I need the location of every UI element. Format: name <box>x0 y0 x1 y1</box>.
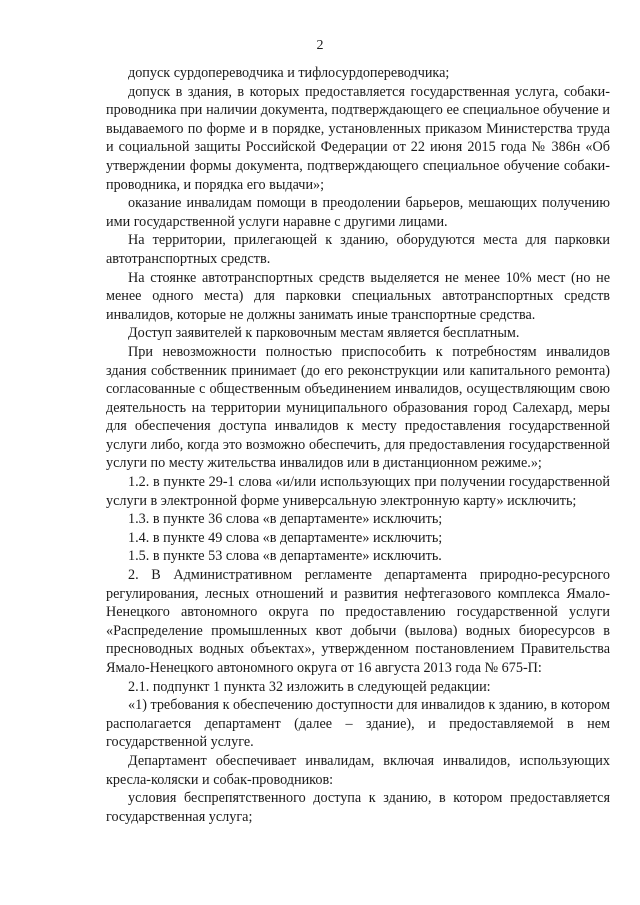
paragraph: Доступ заявителей к парковочным местам является бесплатным. <box>128 325 520 342</box>
paragraph: допуск в здания, в которых предоставляется государственная услуга, собаки-проводника при наличии документа, подтверждающего ее специальное обучение и выдаваемого по форме и в порядке, установленных приказом Министерства труда и социальной защиты Российской Федерации от 22 июня 2015 года № 386н «Об утверждении формы документа, подтверждающего специальное обучение собаки-проводника, и порядка его выдачи»; <box>106 83 610 193</box>
paragraph: 1.3. в пункте 36 слова «в департаменте» исключить; <box>128 511 443 528</box>
paragraph: «1) требования к обеспечению доступности для инвалидов к зданию, в котором располагается департамент (далее – здание), и предоставляемой в нем государственной услуге. <box>106 697 610 751</box>
paragraph: На стоянке автотранспортных средств выделяется не менее 10% мест (но не менее одного места) для парковки специальных автотранспортных средств инвалидов, которые не должны занимать иные транспортные средства. <box>106 269 610 323</box>
paragraph: Департамент обеспечивает инвалидам, включая инвалидов, использующих кресла-коляски и собак-проводников: <box>106 752 610 788</box>
paragraph: условия беспрепятственного доступа к зданию, в котором предоставляется государственная услуга; <box>106 790 610 825</box>
paragraph: допуск сурдопереводчика и тифлосурдопереводчика; <box>128 65 450 81</box>
page-number: 2 <box>316 38 324 53</box>
paragraph: 1.2. в пункте 29-1 слова «и/или использующих при получении государственной услуги в электронной форме универсальную электронную карту» исключить; <box>106 474 610 509</box>
paragraph: 2. В Административном регламенте департамента природно-ресурсного регулирования, лесных отношений и развития нефтегазового комплекса Ямало-Ненецкого автономного округа по предоставлению государственной услуги «Распределение промышленных квот добычи (вылова) водных биоресурсов в пресноводных водных объектах», утвержденном постановлением Правительства Ямало-Ненецкого автономного округа от 16 августа 2013 года № 675-П: <box>106 567 610 676</box>
paragraph: На территории, прилегающей к зданию, оборудуются места для парковки автотранспортных средств. <box>106 232 610 267</box>
paragraph: оказание инвалидам помощи в преодолении барьеров, мешающих получению ими государственной услуги наравне с другими лицами. <box>106 195 610 230</box>
paragraph: 1.4. в пункте 49 слова «в департаменте» исключить; <box>128 529 443 546</box>
paragraph: 1.5. в пункте 53 слова «в департаменте» исключить. <box>128 548 442 565</box>
paragraph: При невозможности полностью приспособить к потребностям инвалидов здания собственник принимает (до его реконструкции или капитального ремонта) согласованные с общественным объединением инвалидов, осуществляющим свою деятельность на территории муниципального образования город Салехард, меры для обеспечения доступа инвалидов к месту предоставления государственной услуги либо, когда это возможно обеспечить, для предоставления государственной услуги по месту жительства инвалидов или в дистанционном режиме.»; <box>106 343 610 472</box>
document-body <box>106 64 610 826</box>
paragraph: 2.1. подпункт 1 пункта 32 изложить в следующей редакции: <box>128 678 491 695</box>
